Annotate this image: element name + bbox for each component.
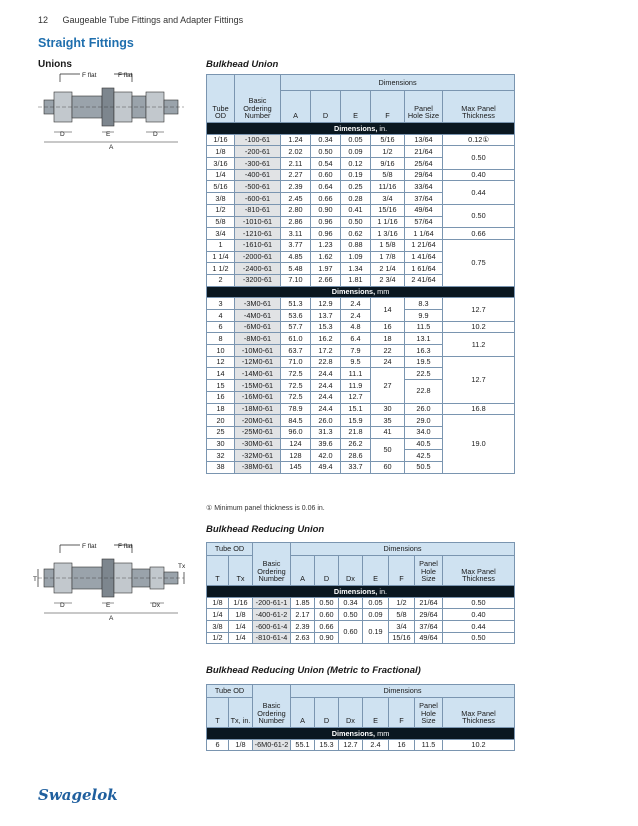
col-basic-ordering-number: Basic Ordering Number xyxy=(253,543,291,586)
dim-dx-label: Dx xyxy=(152,602,160,609)
col-a: A xyxy=(281,91,311,123)
col-d: D xyxy=(315,698,339,728)
dim-a-label: A xyxy=(109,144,114,151)
dim-d-right-label: D xyxy=(153,131,158,138)
bulkhead-reducing-union-title: Bulkhead Reducing Union xyxy=(206,524,325,535)
bulkhead-union-title: Bulkhead Union xyxy=(206,59,279,70)
page-running-title: Gaugeable Tube Fittings and Adapter Fittings xyxy=(62,15,244,25)
table-row: 1/8 -200-61 2.02 0.50 0.09 1/2 21/64 0.50 xyxy=(207,146,515,158)
dim-d-label: D xyxy=(60,602,65,609)
col-basic-ordering-number: Basic Ordering Number xyxy=(235,75,281,123)
table-row: 1/4 -400-61 2.27 0.60 0.19 5/8 29/64 0.40 xyxy=(207,169,515,181)
col-t: T xyxy=(207,556,229,586)
col-d: D xyxy=(315,556,339,586)
table-row: 5/8 -1010-61 2.86 0.96 0.50 1 1/16 57/64 xyxy=(207,216,515,228)
bulkhead-union-table xyxy=(206,74,515,474)
table-row: 30 -30M0-61 124 39.6 26.2 50 40.5 xyxy=(207,438,515,450)
bulkhead-union-diagram xyxy=(32,70,192,152)
bulkhead-reducing-union-metric-table xyxy=(206,684,515,751)
bulkhead-reducing-union-table xyxy=(206,542,515,644)
table-row: 20 -20M0-61 84.5 26.0 15.9 35 29.0 19.0 xyxy=(207,415,515,427)
col-panel-hole-size: Panel Hole Size xyxy=(405,91,443,123)
col-tx: Tx xyxy=(229,556,253,586)
col-dx: Dx xyxy=(339,698,363,728)
table-row: 1/2 -810-61 2.80 0.90 0.41 15/16 49/64 0.50 xyxy=(207,204,515,216)
table-row: 1/16 -100-61 1.24 0.34 0.05 5/16 13/64 0.12① xyxy=(207,134,515,146)
table-row: 5/16 -500-61 2.39 0.64 0.25 11/16 33/64 0.44 xyxy=(207,181,515,193)
table-row: 3/8 1/4 -600-61-4 2.39 0.66 0.60 0.19 3/4 37/64 0.44 xyxy=(207,621,515,633)
table-row: 1/8 1/16 -200-61-1 1.85 0.50 0.34 0.05 1/2 21/64 0.50 xyxy=(207,597,515,609)
section-title: Straight Fittings xyxy=(38,36,134,50)
dim-d-left-label: D xyxy=(60,131,65,138)
swagelok-logo: Swagelok xyxy=(38,786,118,804)
col-panel-hole-size: Panel Hole Size xyxy=(415,698,443,728)
dim-e-label: E xyxy=(106,131,111,138)
col-dx: Dx xyxy=(339,556,363,586)
units-band: Dimensions, in. xyxy=(207,123,515,135)
bulkhead-reducing-union-metric-title: Bulkhead Reducing Union (Metric to Fractional) xyxy=(206,665,421,676)
table-row: 1 1/2 -2400-61 5.48 1.97 1.34 2 1/4 1 61/64 xyxy=(207,263,515,275)
table-row: 3/8 -600-61 2.45 0.66 0.28 3/4 37/64 xyxy=(207,193,515,205)
f-flat-right-label: F flat xyxy=(118,72,133,79)
units-band: Dimensions, mm xyxy=(207,286,515,298)
table-row: 15 -15M0-61 72.5 24.4 11.9 22.8 xyxy=(207,380,515,392)
col-tx: Tx, in. xyxy=(229,698,253,728)
col-tube-od-group: Tube OD xyxy=(207,685,253,698)
col-f: F xyxy=(371,91,405,123)
col-e: E xyxy=(363,556,389,586)
col-max-panel-thickness: Max Panel Thickness xyxy=(443,556,515,586)
col-max-panel-thickness: Max Panel Thickness xyxy=(443,698,515,728)
col-dimensions-group: Dimensions xyxy=(291,543,515,556)
col-a: A xyxy=(291,698,315,728)
table-row: 1/4 1/8 -400-61-2 2.17 0.60 0.50 0.09 5/8 29/64 0.40 xyxy=(207,609,515,621)
table-row: 25 -25M0-61 96.0 31.3 21.8 41 34.0 xyxy=(207,426,515,438)
col-dimensions-group: Dimensions xyxy=(291,685,515,698)
footnote: ① Minimum panel thickness is 0.06 in. xyxy=(206,505,325,512)
table-row: 16 -16M0-61 72.5 24.4 12.7 xyxy=(207,391,515,403)
table-row: 3/4 -1210-61 3.11 0.96 0.62 1 3/16 1 1/64 0.66 xyxy=(207,228,515,240)
dim-a-label: A xyxy=(109,615,114,622)
bulkhead-reducing-union-diagram xyxy=(32,541,192,623)
f-flat-right-label: F flat xyxy=(118,543,133,550)
page-number: 12 xyxy=(38,15,49,25)
col-max-panel-thickness: Max Panel Thickness xyxy=(443,91,515,123)
table-row: 3/16 -300-61 2.11 0.54 0.12 9/16 25/64 xyxy=(207,158,515,170)
dim-tx-label: Tx xyxy=(178,563,186,570)
col-t: T xyxy=(207,698,229,728)
table-row: 1 -1610-61 3.77 1.23 0.88 1 5/8 1 21/64 0.75 xyxy=(207,239,515,251)
units-band: Dimensions, in. xyxy=(207,586,515,598)
col-a: A xyxy=(291,556,315,586)
col-e: E xyxy=(363,698,389,728)
table-row: 18 -18M0-61 78.9 24.4 15.1 30 26.0 16.8 xyxy=(207,403,515,415)
table-row: 10 -10M0-61 63.7 17.2 7.9 22 16.3 xyxy=(207,345,515,357)
col-e: E xyxy=(341,91,371,123)
table-row: 2 -3200-61 7.10 2.66 1.81 2 3/4 2 41/64 xyxy=(207,274,515,286)
unions-label: Unions xyxy=(38,59,72,70)
dim-e-label: E xyxy=(106,602,111,609)
table-row: 12 -12M0-61 71.0 22.8 9.5 24 19.5 12.7 xyxy=(207,356,515,368)
page-header xyxy=(38,15,243,25)
f-flat-left-label: F flat xyxy=(82,72,97,79)
col-d: D xyxy=(311,91,341,123)
table-row: 1/2 1/4 -810-61-4 2.63 0.90 15/16 49/64 0.50 xyxy=(207,632,515,644)
col-tube-od: Tube OD xyxy=(207,75,235,123)
table-row: 3 -3M0-61 51.3 12.9 2.4 14 8.3 12.7 xyxy=(207,298,515,310)
f-flat-left-label: F flat xyxy=(82,543,97,550)
table-row: 4 -4M0-61 53.6 13.7 2.4 9.9 xyxy=(207,310,515,322)
table-row: 8 -8M0-61 61.0 16.2 6.4 18 13.1 11.2 xyxy=(207,333,515,345)
table-row: 14 -14M0-61 72.5 24.4 11.1 27 22.5 xyxy=(207,368,515,380)
table-row: 1 1/4 -2000-61 4.85 1.62 1.09 1 7/8 1 41/64 xyxy=(207,251,515,263)
table-row: 6 -6M0-61 57.7 15.3 4.8 16 11.5 10.2 xyxy=(207,321,515,333)
col-dimensions-group: Dimensions xyxy=(281,75,515,91)
col-panel-hole-size: Panel Hole Size xyxy=(415,556,443,586)
table-row: 6 1/8 -6M0-61-2 55.1 15.3 12.7 2.4 16 11.5 10.2 xyxy=(207,739,515,751)
col-tube-od-group: Tube OD xyxy=(207,543,253,556)
units-band: Dimensions, mm xyxy=(207,728,515,740)
col-f: F xyxy=(389,698,415,728)
col-f: F xyxy=(389,556,415,586)
col-basic-ordering-number: Basic Ordering Number xyxy=(253,685,291,728)
table-row: 32 -32M0-61 128 42.0 28.6 42.5 xyxy=(207,450,515,462)
table-row: 38 -38M0-61 145 49.4 33.7 60 50.5 xyxy=(207,461,515,473)
dim-t-label: T xyxy=(33,576,37,583)
